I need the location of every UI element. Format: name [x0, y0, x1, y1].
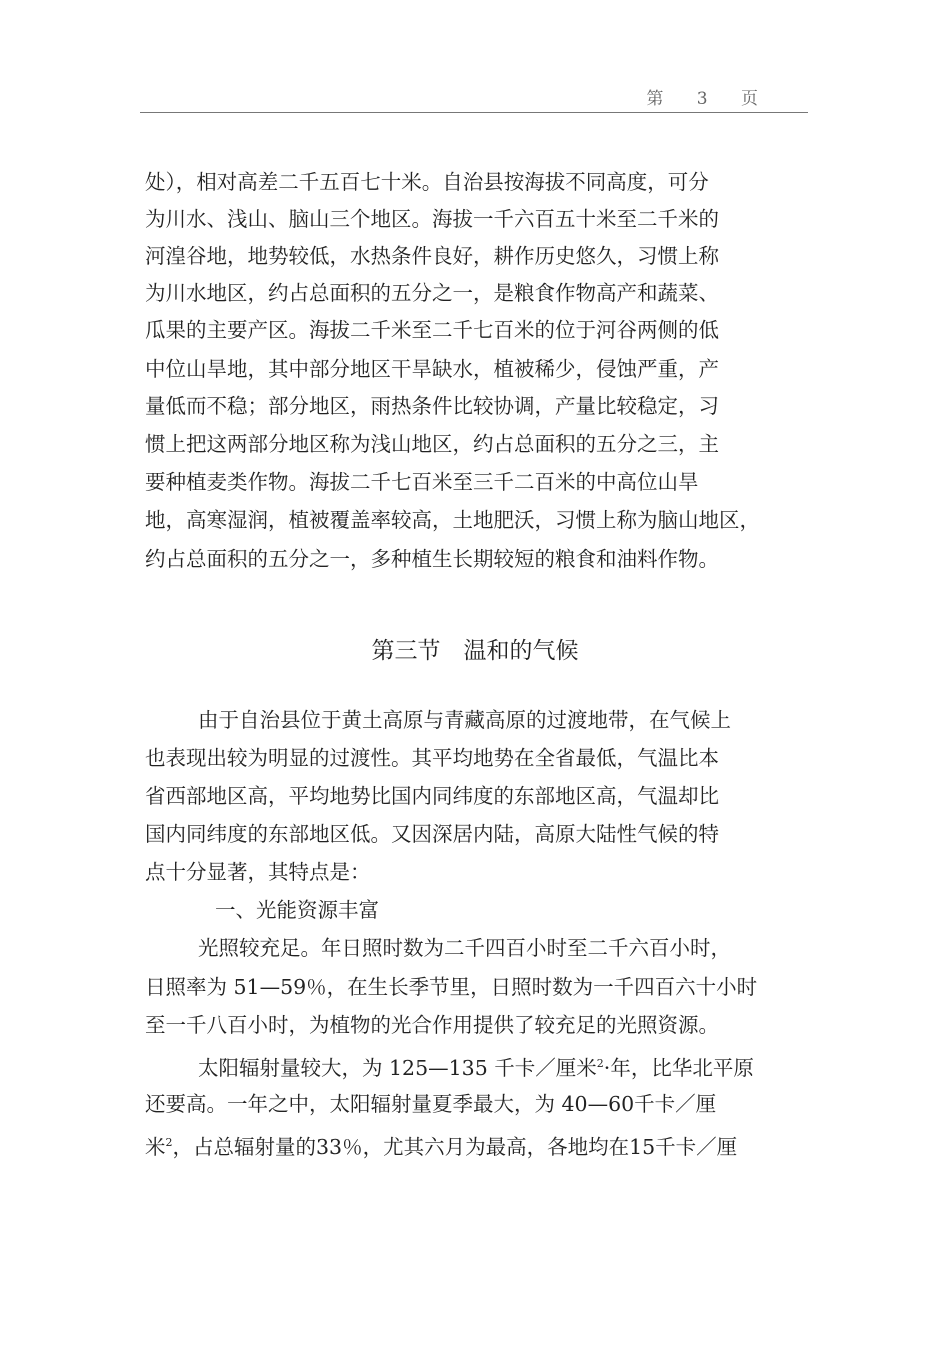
- text-line: 国内同纬度的东部地区低。又因深居内陆，高原大陆性气候的特: [145, 822, 719, 846]
- section-title: 第三节 温和的气候: [371, 638, 579, 664]
- text-line: 省西部地区高，平均地势比国内同纬度的东部地区高，气温却比: [145, 784, 719, 808]
- text-line: [198, 1050, 754, 1082]
- superscript: 2: [596, 1057, 604, 1070]
- page-number: 第 3 页: [646, 89, 772, 109]
- text-line: [145, 1129, 737, 1161]
- superscript: 2: [165, 1136, 173, 1149]
- text-line: 中位山旱地，其中部分地区干旱缺水，植被稀少，侵蚀严重，产: [145, 357, 719, 381]
- text-line: 惯上把这两部分地区称为浅山地区，约占总面积的五分之三，主: [145, 432, 719, 456]
- text-line: 要种植麦类作物。海拔二千七百米至三千二百米的中高位山旱: [145, 470, 699, 494]
- text-line: 约占总面积的五分之一，多种植生长期较短的粮食和油料作物。: [145, 547, 719, 571]
- text-line: 瓜果的主要产区。海拔二千米至二千七百米的位于河谷两侧的低: [145, 318, 719, 342]
- text-line: 地，高寒湿润，植被覆盖率较高，土地肥沃，习惯上称为脑山地区，: [145, 508, 760, 532]
- text-line: 量低而不稳；部分地区，雨热条件比较协调，产量比较稳定，习: [145, 394, 719, 418]
- text-line: 为川水地区，约占总面积的五分之一，是粮食作物高产和蔬菜、: [145, 281, 719, 305]
- text-line: 点十分显著，其特点是：: [145, 860, 371, 884]
- subheading: 一、光能资源丰富: [215, 898, 379, 922]
- text-line: 处），相对高差二千五百七十米。自治县按海拔不同高度，可分: [145, 170, 709, 194]
- text-run: 太阳辐射量较大，为 125—135 千卡／厘米: [198, 1055, 597, 1080]
- text-run: ·年，比华北平原: [603, 1055, 754, 1080]
- text-run: ，占总辐射量的33％，尤其六月为最高，各地均在15千卡／厘: [172, 1134, 738, 1159]
- text-line: 日照率为 51—59％，在生长季节里，日照时数为一千四百六十小时: [145, 975, 758, 999]
- text-run: 米: [145, 1134, 166, 1159]
- text-line: 为川水、浅山、脑山三个地区。海拔一千六百五十米至二千米的: [145, 207, 719, 231]
- page-header: [140, 84, 808, 113]
- text-line: 也表现出较为明显的过渡性。其平均地势在全省最低，气温比本: [145, 746, 719, 770]
- text-line: 由于自治县位于黄土高原与青藏高原的过渡地带，在气候上: [198, 708, 731, 732]
- text-line: 光照较充足。年日照时数为二千四百小时至二千六百小时，: [198, 936, 731, 960]
- text-line: 至一千八百小时，为植物的光合作用提供了较充足的光照资源。: [145, 1013, 719, 1037]
- text-line: 还要高。一年之中，太阳辐射量夏季最大，为 40—60千卡／厘: [145, 1092, 717, 1116]
- text-line: 河湟谷地，地势较低，水热条件良好，耕作历史悠久，习惯上称: [145, 244, 719, 268]
